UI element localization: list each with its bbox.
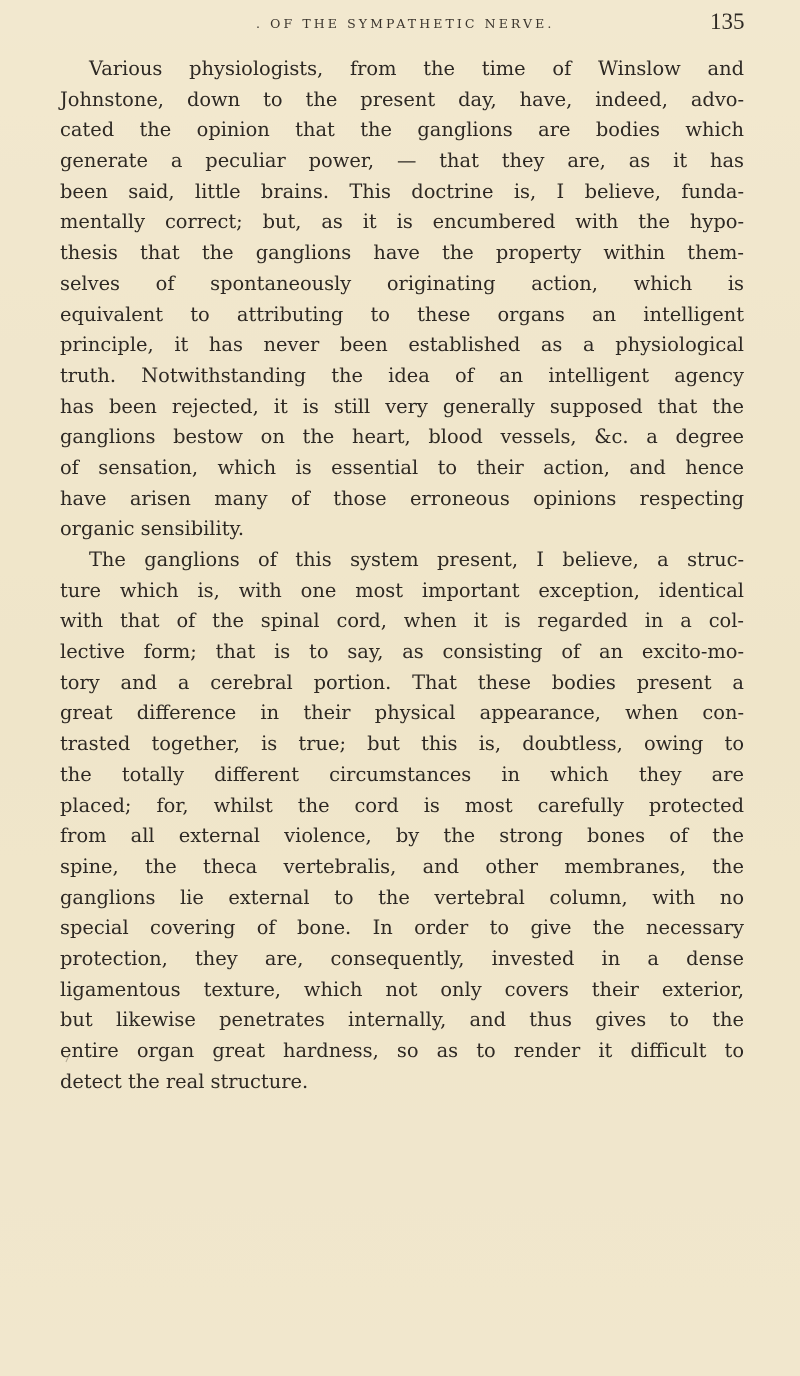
text-line: principle, it has never been established as a physiological [60,333,744,357]
text-line: trasted together, is true; but this is, doubtless, owing to [60,732,744,756]
text-line: generate a peculiar power, — that they are, as it has [60,149,744,173]
text-line: the totally different circumstances in which they are [60,762,744,786]
text-line: Various physiologists, from the time of Winslow and [89,57,744,80]
text-line: mentally correct; but, as it is encumbered with the hypo- [60,210,744,234]
text-line: special covering of bone. In order to give the necessary [60,916,744,940]
body-text [60,54,744,1097]
text-line: have arisen many of those erroneous opinions respecting [60,486,744,510]
text-line: organic sensibility. [60,517,245,541]
text-line: selves of spontaneously originating action, which is [60,271,744,295]
text-line: placed; for, whilst the cord is most carefully protected [60,793,744,817]
text-line: cated the opinion that the ganglions are bodies which [60,118,744,142]
text-line: spine, the theca vertebralis, and other membranes, the [60,854,744,878]
page-number: 135 [710,9,745,34]
text-line: protection, they are, consequently, invested in a dense [60,946,744,970]
text-line: ganglions lie external to the vertebral column, with no [60,885,744,909]
text-line: tory and a cerebral portion. That these bodies present a [60,670,744,694]
text-line: great difference in their physical appearance, when con- [60,701,744,725]
text-line: been said, little brains. This doctrine is, I believe, funda- [60,179,744,203]
text-line: lective form; that is to say, as consisting of an excito-mo- [60,640,744,664]
text-line: but likewise penetrates internally, and thus gives to the [60,1008,744,1032]
text-line: truth. Notwithstanding the idea of an intelligent agency [60,363,744,387]
text-line: ganglions bestow on the heart, blood vessels, &c. a degree [60,425,744,449]
running-head [0,8,800,38]
running-title: . OF THE SYMPATHETIC NERVE. [256,16,555,31]
text-line: ture which is, with one most important exception, identical [60,578,744,602]
text-line: Johnstone, down to the present day, have, indeed, advo- [60,87,744,111]
text-line: ligamentous texture, which not only covers their exterior, [60,977,744,1001]
text-line: The ganglions of this system present, I believe, a struc- [89,548,744,571]
text-line: entire organ great hardness, so as to render it difficult to [60,1039,744,1062]
paragraph-1 [60,54,744,545]
paragraph-2 [60,545,744,1097]
text-line: with that of the spinal cord, when it is regarded in a col- [60,609,744,633]
text-line: from all external violence, by the strong bones of the [60,824,744,848]
text-line: thesis that the ganglions have the property within them- [60,241,744,265]
text-line: of sensation, which is essential to their action, and hence [60,455,744,479]
text-line: has been rejected, it is still very generally supposed that the [60,394,744,418]
text-line: equivalent to attributing to these organs an intelligent [60,302,744,326]
text-line: detect the real structure. [60,1069,309,1093]
